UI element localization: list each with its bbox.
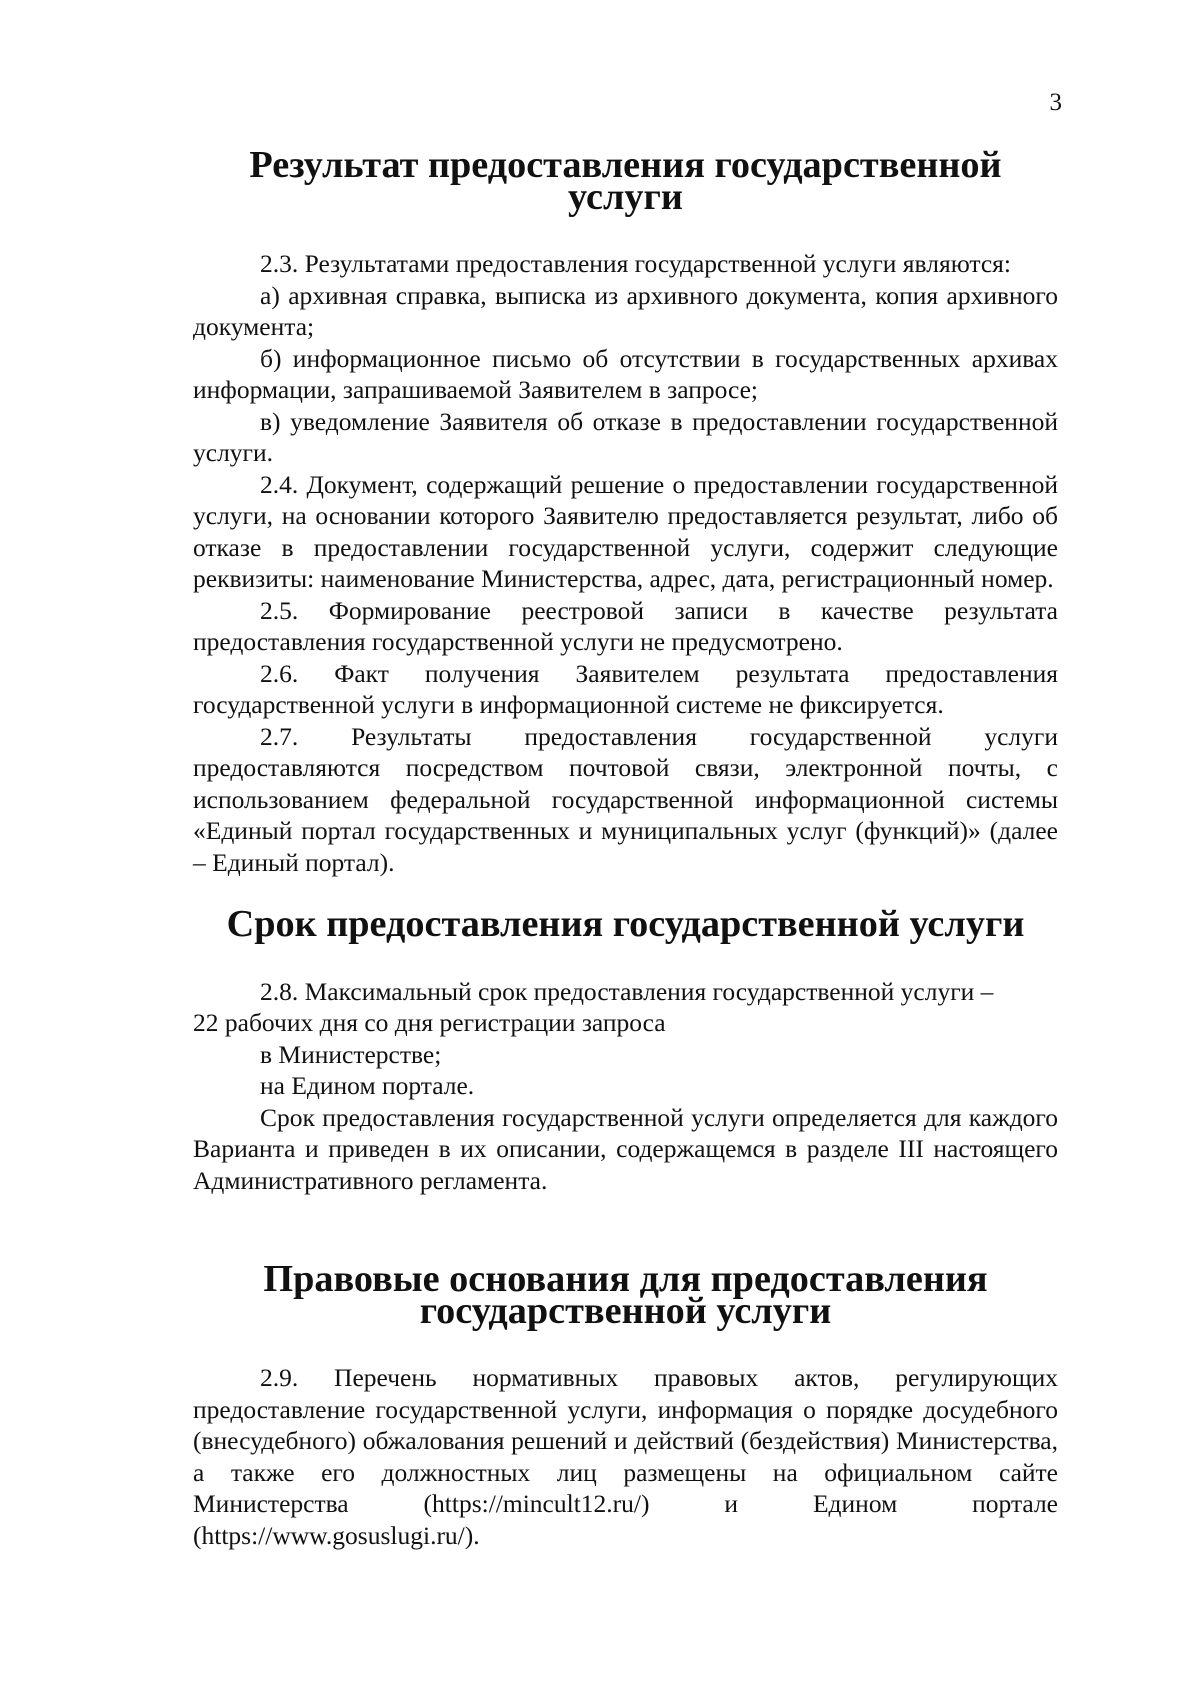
section-heading-term: Срок предоставления государственной услуги [226, 903, 1025, 945]
document-body [193, 144, 1058, 1551]
spacer [193, 1196, 1058, 1264]
paragraph-2-9: 2.9. Перечень нормативных правовых актов, регулирующих предоставление государственной услуги, информация о порядке досудебного (внесудебного) обжалования решений и действий (бездействия) Министерства, а также его должностных лиц размещены на официальном сайте Министерства (https://mincult12.ru/) и Едином портале (https://www.gosuslugi.ru/). [193, 1363, 1058, 1550]
spacer [193, 941, 1058, 976]
spacer [193, 1327, 1058, 1362]
section-heading-legal: Правовые основания для предоставления государственной услуги [263, 1258, 988, 1332]
paragraph-2-4: 2.4. Документ, содержащий решение о предоставлении государственной услуги, на основании которого Заявителю предоставляется результат, либо об отказе в предоставлении государственной услуги, содержит следующие реквизиты: наименование Министерства, адрес, дата, регистрационный номер. [193, 469, 1058, 593]
paragraph-2-6: 2.6. Факт получения Заявителем результата предоставления государственной услуги в информационной системе не фиксируется. [193, 658, 1058, 719]
paragraph-term: Срок предоставления государственной услуги определяется для каждого Варианта и приведен в их описании, содержащемся в разделе III настоящего Административного регламента. [193, 1102, 1058, 1195]
paragraph-2-7: 2.7. Результаты предоставления государственной услуги предоставляются посредством почтовой связи, электронной почты, с использованием федеральной государственной информационной системы «Единый портал государственных и муниципальных услуг (функций)» (далее – Единый портал). [193, 721, 1058, 877]
paragraph-2-3-v: в) уведомление Заявителя об отказе в предоставлении государственной услуги. [193, 406, 1058, 467]
spacer [193, 213, 1058, 248]
paragraph-portal: на Едином портале. [260, 1071, 475, 1100]
paragraph-ministry: в Министерстве; [260, 1039, 442, 1069]
paragraph-2-8-line2: 22 рабочих дня со дня регистрации запроса [193, 1008, 666, 1037]
paragraph-2-3: 2.3. Результатами предоставления государственной услуги являются: [260, 249, 1011, 278]
section-heading-result: Результат предоставления государственной услуги [249, 144, 1002, 218]
paragraph-2-3-b: б) информационное письмо об отсутствии в государственных архивах информации, запрашиваемой Заявителем в запросе; [193, 343, 1058, 404]
paragraph-2-3-a: а) архивная справка, выписка из архивного документа, копия архивного документа; [193, 280, 1058, 341]
page-number: 3 [1049, 89, 1062, 116]
paragraph-2-5: 2.5. Формирование реестровой записи в качестве результата предоставления государственной услуги не предусмотрено. [193, 595, 1058, 656]
paragraph-2-8-line1: 2.8. Максимальный срок предоставления государственной услуги – [260, 976, 994, 1006]
